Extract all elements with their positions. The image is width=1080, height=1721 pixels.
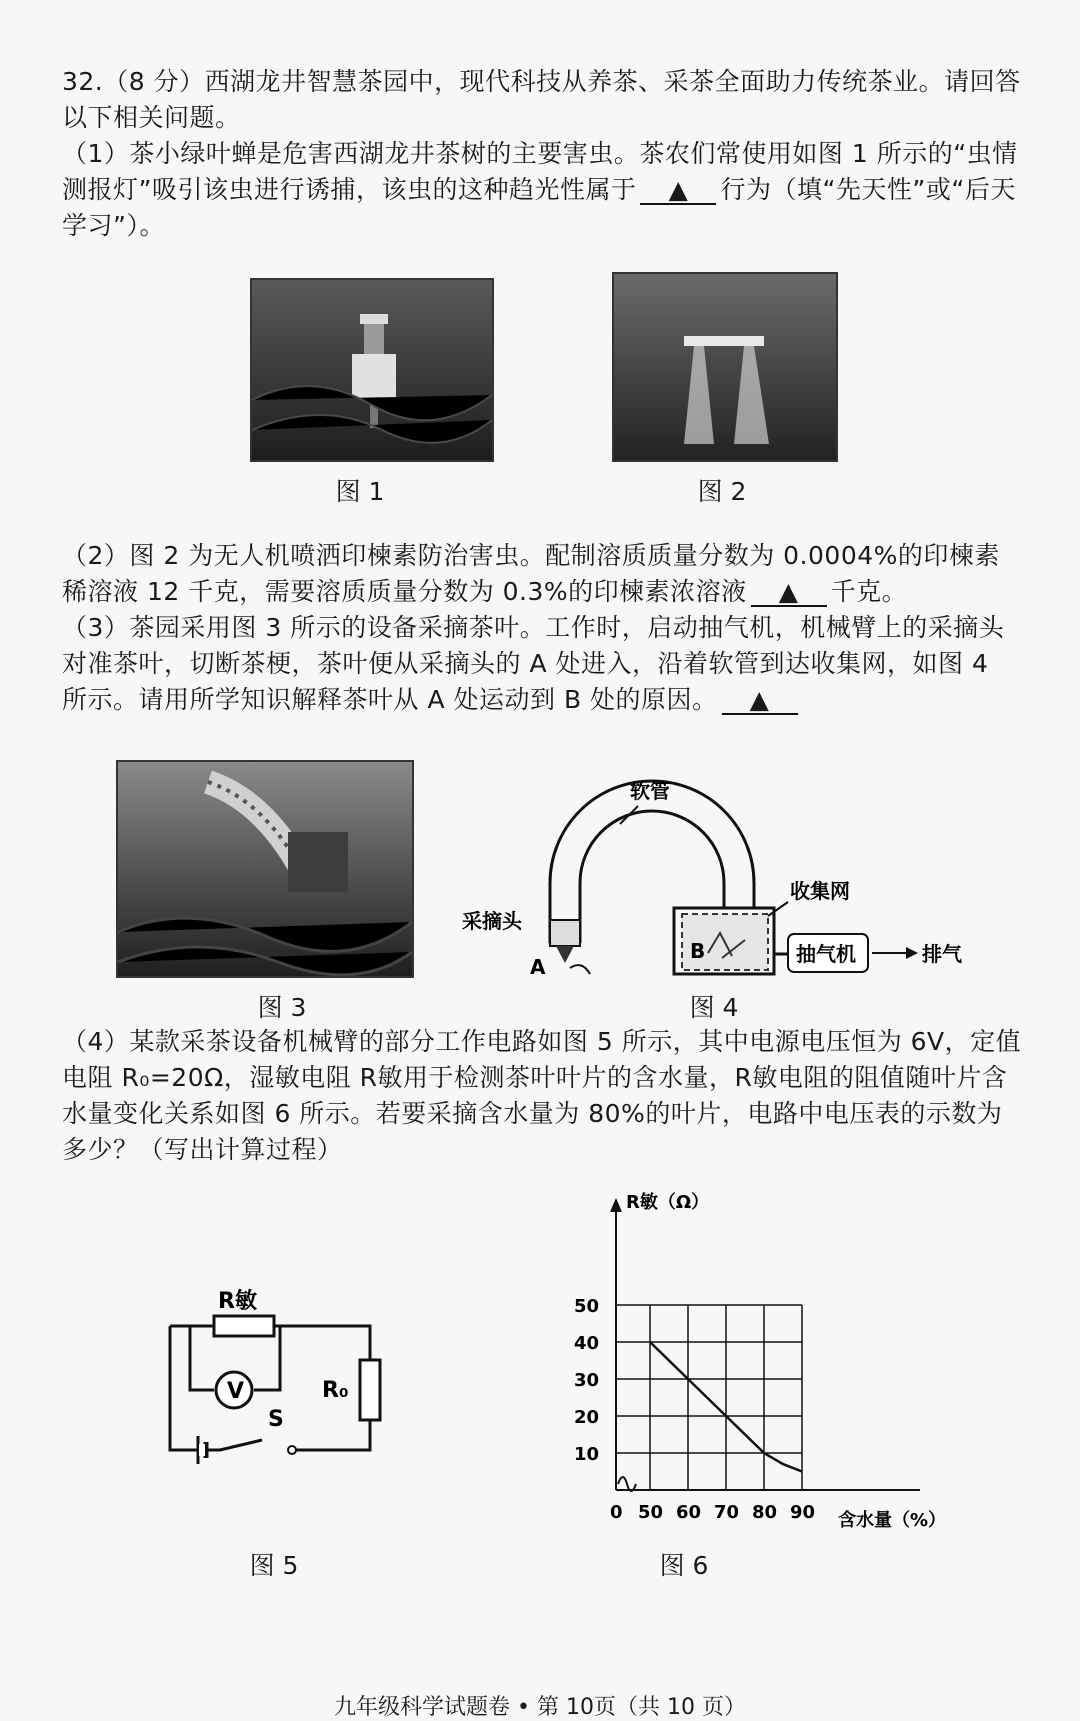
figure-4-diagram — [462, 768, 990, 986]
label-collection-net: 收集网 — [790, 879, 850, 903]
x-tick-label: 60 — [676, 1502, 702, 1523]
switch-icon — [288, 1446, 296, 1454]
y-tick-label: 20 — [574, 1407, 600, 1428]
triangle-icon: ▲ — [749, 685, 770, 714]
label-exhaust: 排气 — [922, 942, 962, 966]
figure-1-caption: 图 1 — [335, 477, 385, 506]
label-r0: R₀ — [322, 1378, 349, 1403]
tea-leaf-icon — [570, 965, 590, 974]
part-1 — [62, 136, 1022, 244]
figure-1-photo — [250, 278, 494, 462]
y-tick-label: 10 — [574, 1444, 600, 1465]
label-switch: S — [268, 1407, 284, 1432]
answer-blank-2[interactable] — [751, 579, 827, 607]
x-axis-label: 含水量（%） — [838, 1510, 947, 1531]
label-r-sensor: R敏 — [218, 1289, 257, 1314]
picking-head — [550, 920, 580, 946]
figure-6-chart — [560, 1190, 980, 1531]
drone-spraying-icon — [614, 274, 836, 460]
part-2 — [62, 538, 1022, 610]
answer-blank-1[interactable] — [640, 177, 716, 205]
x-tick-label: 50 — [638, 1502, 664, 1523]
figure-4-caption: 图 4 — [689, 993, 739, 1022]
part-1-text-after: 行为（填“先天性”或“后天学习”）。 — [62, 175, 1016, 240]
label-a: A — [530, 955, 546, 979]
figure-2-caption: 图 2 — [697, 477, 747, 506]
part-2-text-before: （2）图 2 为无人机喷洒印楝素防治害虫。配制溶质质量分数为 0.0004%的印楝素稀溶液 12 千克，需要溶质质量分数为 0.3%的印楝素浓溶液 — [62, 541, 1000, 606]
figure-3-photo — [116, 760, 414, 978]
y-tick-label: 40 — [574, 1333, 600, 1354]
triangle-icon: ▲ — [778, 577, 799, 606]
label-hose: 软管 — [630, 779, 670, 803]
label-pump: 抽气机 — [796, 942, 856, 966]
tea-picking-machine-icon — [118, 762, 412, 976]
axis-break-icon — [618, 1477, 636, 1491]
figure-6-caption: 图 6 — [659, 1551, 709, 1580]
y-axis-label: R敏（Ω） — [626, 1192, 710, 1213]
part-1-text-before: （1）茶小绿叶蝉是危害西湖龙井茶树的主要害虫。茶农们常使用如图 1 所示的“虫情测报灯”吸引该虫进行诱捕，该虫的这种趋光性属于 — [62, 139, 1018, 204]
x-tick-label: 80 — [752, 1502, 778, 1523]
label-voltmeter: V — [227, 1379, 245, 1404]
figure-2-photo — [612, 272, 838, 462]
question-intro: 32.（8 分）西湖龙井智慧茶园中，现代科技从养茶、采茶全面助力传统茶业。请回答以下相关问题。 — [62, 67, 1021, 132]
resistor-r0 — [360, 1360, 380, 1420]
x-tick-label: 70 — [714, 1502, 740, 1523]
y-tick-label: 50 — [574, 1296, 600, 1317]
answer-blank-3[interactable] — [722, 687, 798, 715]
y-axis-arrow-icon — [610, 1198, 622, 1212]
figure-5-caption: 图 5 — [249, 1551, 299, 1580]
part-2-text-after: 千克。 — [830, 577, 908, 606]
label-b: B — [690, 939, 706, 963]
insect-trap-lamp-icon — [252, 280, 492, 460]
resistor-sensor — [214, 1316, 274, 1336]
x-tick-label: 0 — [610, 1502, 623, 1523]
part-3 — [62, 610, 1022, 718]
figure-5-circuit — [150, 1260, 410, 1460]
page-footer: 九年级科学试题卷 • 第 10页（共 10 页） — [334, 1695, 746, 1720]
x-tick-label: 90 — [790, 1502, 816, 1523]
part-3-text: （3）茶园采用图 3 所示的设备采摘茶叶。工作时，启动抽气机，机械臂上的采摘头对准茶叶，切断茶梗，茶叶便从采摘头的 A 处进入，沿着软管到达收集网，如图 4 所示。请用所学知识解释茶叶从 A 处运动到 B 处的原因。 — [62, 613, 1005, 714]
triangle-icon: ▲ — [668, 175, 689, 204]
y-tick-label: 30 — [574, 1370, 600, 1391]
label-picking-head: 采摘头 — [462, 909, 522, 933]
figure-3-caption: 图 3 — [257, 993, 307, 1022]
part-4: （4）某款采茶设备机械臂的部分工作电路如图 5 所示，其中电源电压恒为 6V，定值电阻 R₀=20Ω，湿敏电阻 R敏用于检测茶叶叶片的含水量，R敏电阻的阻值随叶片含水量变化关系如图 6 所示。若要采摘含水量为 80%的叶片，电路中电压表的示数为多少？（写出计算过程） — [62, 1027, 1022, 1164]
chart-grid — [616, 1305, 802, 1490]
